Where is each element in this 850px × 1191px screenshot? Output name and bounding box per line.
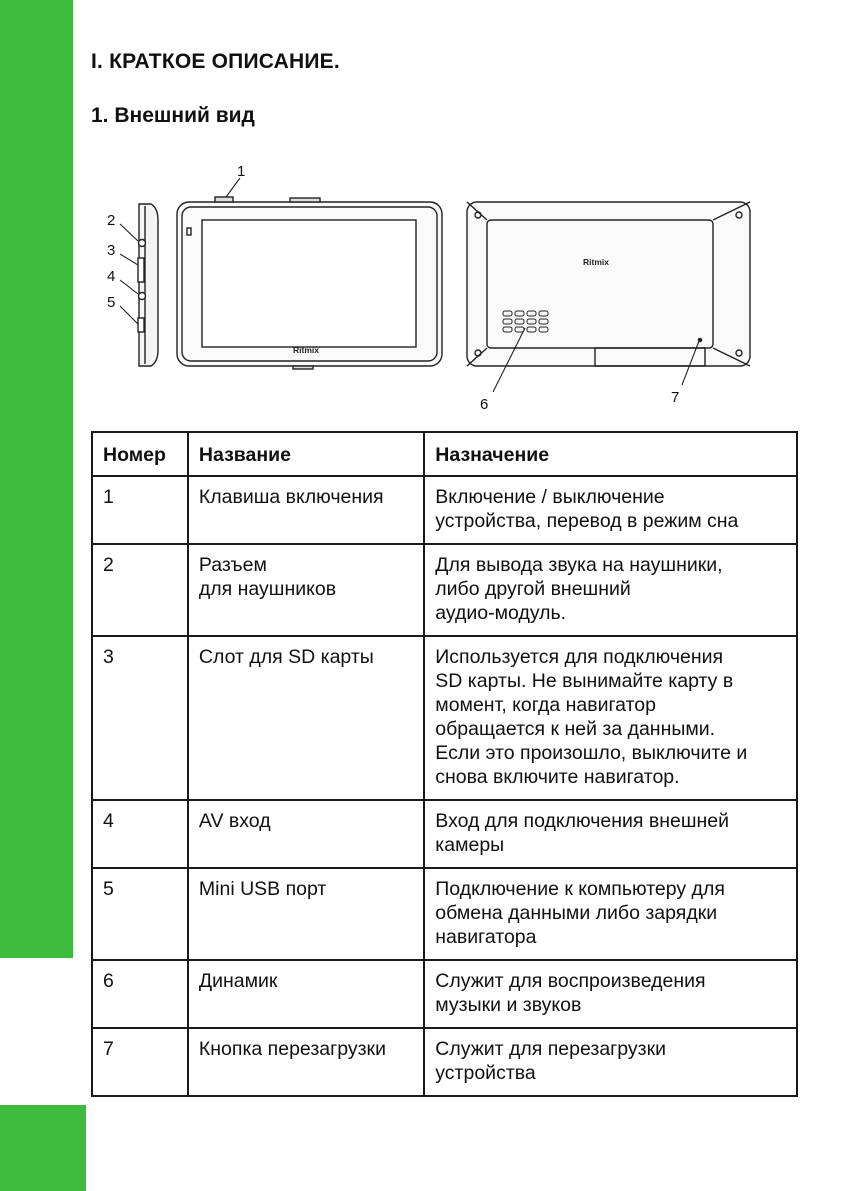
row-name: Mini USB порт — [188, 868, 424, 960]
table-row — [92, 636, 797, 800]
row-number: 4 — [92, 800, 188, 868]
table-row — [92, 868, 797, 960]
callout-1: 1 — [237, 163, 246, 180]
front-brand-logo: Ritmix — [293, 345, 319, 355]
table-row — [92, 1028, 797, 1096]
device-back-view — [467, 202, 750, 366]
row-name: Кнопка перезагрузки — [188, 1028, 424, 1096]
row-number: 2 — [92, 544, 188, 636]
row-name: Динамик — [188, 960, 424, 1028]
row-purpose: Включение / выключение устройства, перевод в режим сна — [424, 476, 797, 544]
table-row — [92, 544, 797, 636]
callout-6: 6 — [480, 396, 489, 413]
row-number: 6 — [92, 960, 188, 1028]
device-illustration — [95, 160, 765, 415]
table-header-row — [92, 432, 797, 476]
device-front-view — [177, 197, 442, 369]
row-purpose: Для вывода звука на наушники, либо другой внешний аудио-модуль. — [424, 544, 797, 636]
row-purpose: Используется для подключения SD карты. Не вынимайте карту в момент, когда навигатор обращается к ней за данными. Если это произошло, выключите и снова включите навигатор. — [424, 636, 797, 800]
row-purpose: Вход для подключения внешней камеры — [424, 800, 797, 868]
table-row — [92, 960, 797, 1028]
callout-4: 4 — [107, 268, 116, 285]
callout-5: 5 — [107, 294, 116, 311]
table-row — [92, 476, 797, 544]
components-table — [91, 431, 798, 1097]
row-purpose: Служит для воспроизведения музыки и звуков — [424, 960, 797, 1028]
callout-3: 3 — [107, 242, 116, 259]
subsection-title: 1. Внешний вид — [91, 104, 255, 127]
row-number: 3 — [92, 636, 188, 800]
row-purpose: Подключение к компьютеру для обмена данными либо зарядки навигатора — [424, 868, 797, 960]
header-number: Номер — [92, 432, 188, 476]
row-name: AV вход — [188, 800, 424, 868]
header-name: Название — [188, 432, 424, 476]
row-number: 5 — [92, 868, 188, 960]
back-brand-logo: Ritmix — [583, 257, 609, 267]
row-name: Разъем для наушников — [188, 544, 424, 636]
row-purpose: Служит для перезагрузки устройства — [424, 1028, 797, 1096]
green-side-bar — [0, 0, 73, 958]
device-side-view — [138, 204, 158, 366]
callout-7: 7 — [671, 389, 680, 406]
table-row — [92, 800, 797, 868]
row-number: 7 — [92, 1028, 188, 1096]
row-number: 1 — [92, 476, 188, 544]
header-purpose: Назначение — [424, 432, 797, 476]
section-title: I. КРАТКОЕ ОПИСАНИЕ. — [91, 50, 340, 73]
row-name: Слот для SD карты — [188, 636, 424, 800]
green-corner-block — [0, 1105, 86, 1191]
row-name: Клавиша включения — [188, 476, 424, 544]
callout-2: 2 — [107, 212, 116, 229]
